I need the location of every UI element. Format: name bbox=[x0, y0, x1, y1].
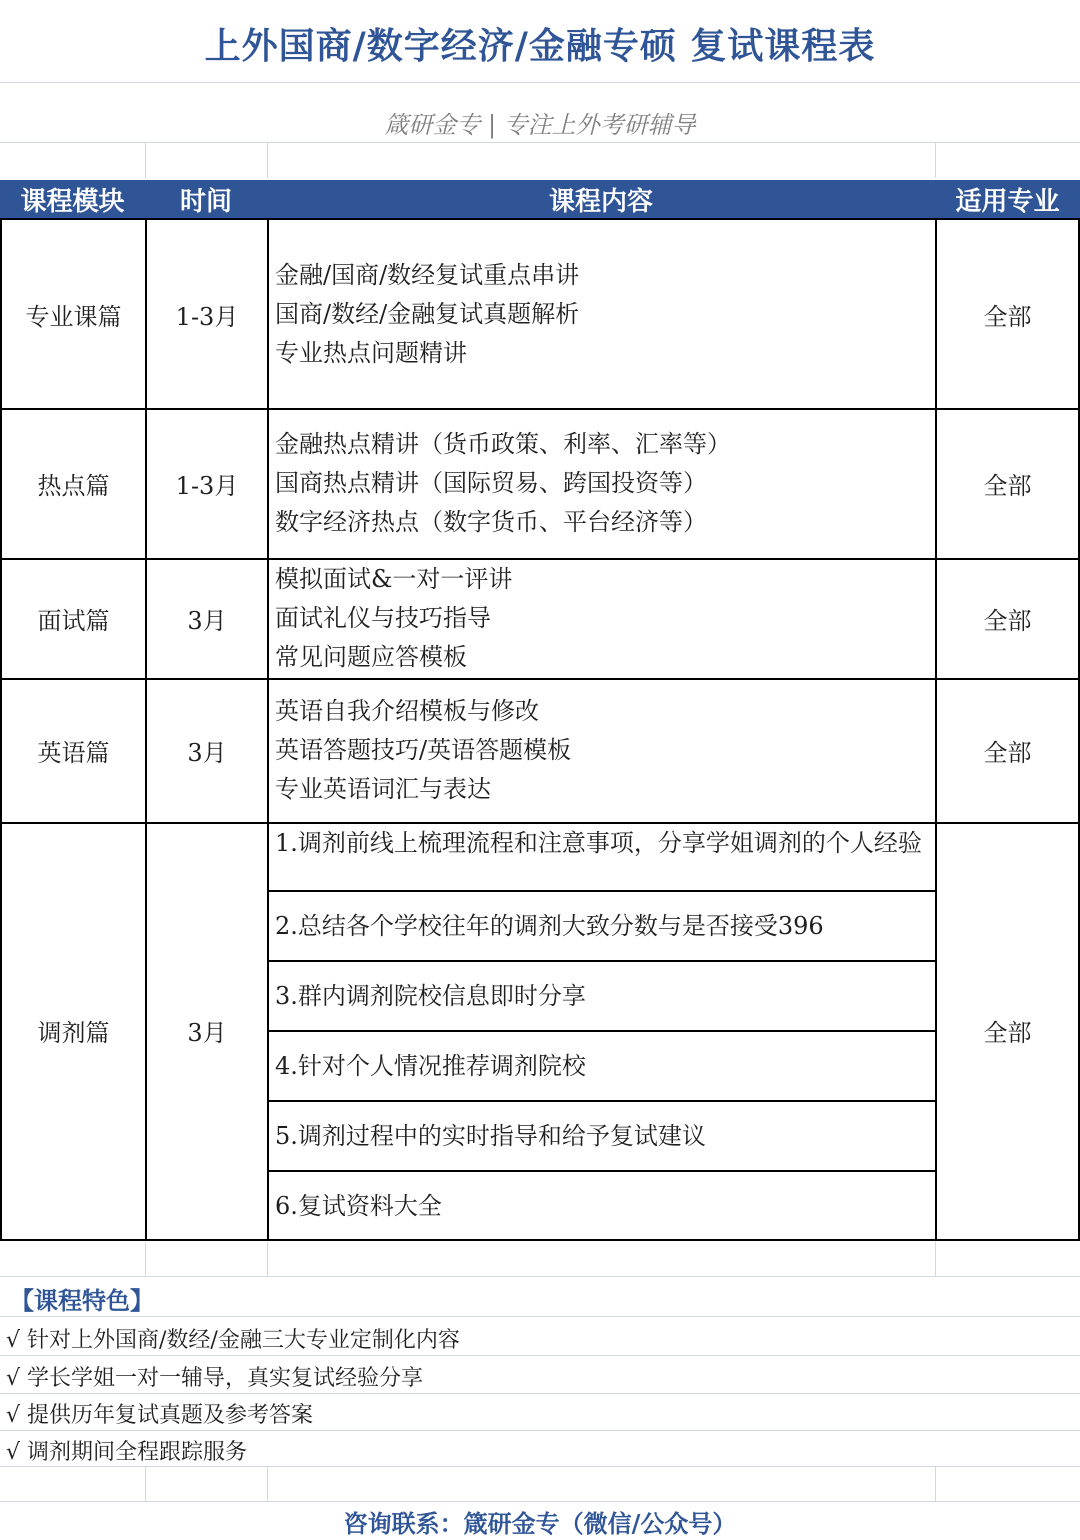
content-cell bbox=[269, 678, 937, 822]
content-line: 常见问题应答模板 bbox=[275, 642, 467, 671]
page-subtitle: 箴研金专 | 专注上外考研辅导 bbox=[384, 110, 696, 139]
content-line: 6.复试资料大全 bbox=[275, 1191, 442, 1220]
content-line: 2.总结各个学校往年的调剂大致分数与是否接受396 bbox=[269, 892, 935, 962]
feature-item: √ 提供历年复试真题及参考答案 bbox=[6, 1403, 314, 1428]
table-row bbox=[2, 678, 1078, 824]
major-cell: 全部 bbox=[983, 738, 1032, 767]
table-row bbox=[2, 220, 1078, 410]
features-title: 【课程特色】 bbox=[10, 1286, 154, 1315]
content-line: 模拟面试&一对一评讲 bbox=[275, 564, 513, 593]
content-line: 1.调剂前线上梳理流程和注意事项，分享学姐调剂的个人经验 bbox=[269, 822, 935, 892]
header-content: 课程内容 bbox=[548, 186, 653, 217]
time-cell: 3月 bbox=[147, 558, 269, 678]
contact-footer: 咨询联系：箴研金专（微信/公众号） bbox=[343, 1508, 737, 1538]
header-major: 适用专业 bbox=[955, 186, 1060, 217]
module-cell: 英语篇 bbox=[2, 678, 147, 822]
feature-item: √ 调剂期间全程跟踪服务 bbox=[6, 1440, 248, 1465]
module-cell: 调剂篇 bbox=[2, 822, 147, 1239]
table-row bbox=[2, 822, 1078, 1239]
content-line: 数字经济热点（数字货币、平台经济等） bbox=[275, 507, 707, 536]
content-line: 英语答题技巧/英语答题模板 bbox=[275, 735, 572, 764]
content-line: 5.调剂过程中的实时指导和给予复试建议 bbox=[269, 1102, 935, 1172]
content-cell bbox=[269, 558, 937, 678]
content-line: 金融热点精讲（货币政策、利率、汇率等） bbox=[275, 429, 731, 458]
content-line: 专业热点问题精讲 bbox=[275, 338, 467, 367]
content-line: 专业英语词汇与表达 bbox=[275, 774, 491, 803]
feature-item: √ 针对上外国商/数经/金融三大专业定制化内容 bbox=[6, 1328, 460, 1353]
table-row bbox=[2, 408, 1078, 560]
page-title: 上外国商/数字经济/金融专硕 复试课程表 bbox=[204, 24, 876, 67]
header-time: 时间 bbox=[179, 186, 232, 217]
time-cell: 1-3月 bbox=[147, 408, 269, 558]
time-cell: 3月 bbox=[147, 678, 269, 822]
course-table bbox=[0, 218, 1080, 1241]
header-module: 课程模块 bbox=[20, 186, 125, 217]
module-cell: 面试篇 bbox=[2, 558, 147, 678]
major-cell: 全部 bbox=[983, 302, 1032, 331]
feature-item: √ 学长学姐一对一辅导，真实复试经验分享 bbox=[6, 1366, 424, 1391]
content-line: 面试礼仪与技巧指导 bbox=[275, 603, 491, 632]
major-cell: 全部 bbox=[983, 606, 1032, 635]
content-line: 4.针对个人情况推荐调剂院校 bbox=[269, 1032, 935, 1102]
table-header bbox=[0, 180, 1080, 218]
table-row bbox=[2, 558, 1078, 680]
module-cell: 热点篇 bbox=[2, 408, 147, 558]
module-cell: 专业课篇 bbox=[2, 220, 147, 408]
content-line: 英语自我介绍模板与修改 bbox=[275, 696, 539, 725]
time-cell: 1-3月 bbox=[147, 220, 269, 408]
content-line: 国商热点精讲（国际贸易、跨国投资等） bbox=[275, 468, 707, 497]
content-line: 金融/国商/数经复试重点串讲 bbox=[275, 260, 580, 289]
major-cell: 全部 bbox=[983, 471, 1032, 500]
content-cell bbox=[269, 822, 937, 1239]
time-cell: 3月 bbox=[147, 822, 269, 1239]
content-cell bbox=[269, 220, 937, 408]
major-cell: 全部 bbox=[983, 1019, 1032, 1047]
content-line: 国商/数经/金融复试真题解析 bbox=[275, 299, 580, 328]
content-line: 3.群内调剂院校信息即时分享 bbox=[269, 962, 935, 1032]
content-cell bbox=[269, 408, 937, 558]
